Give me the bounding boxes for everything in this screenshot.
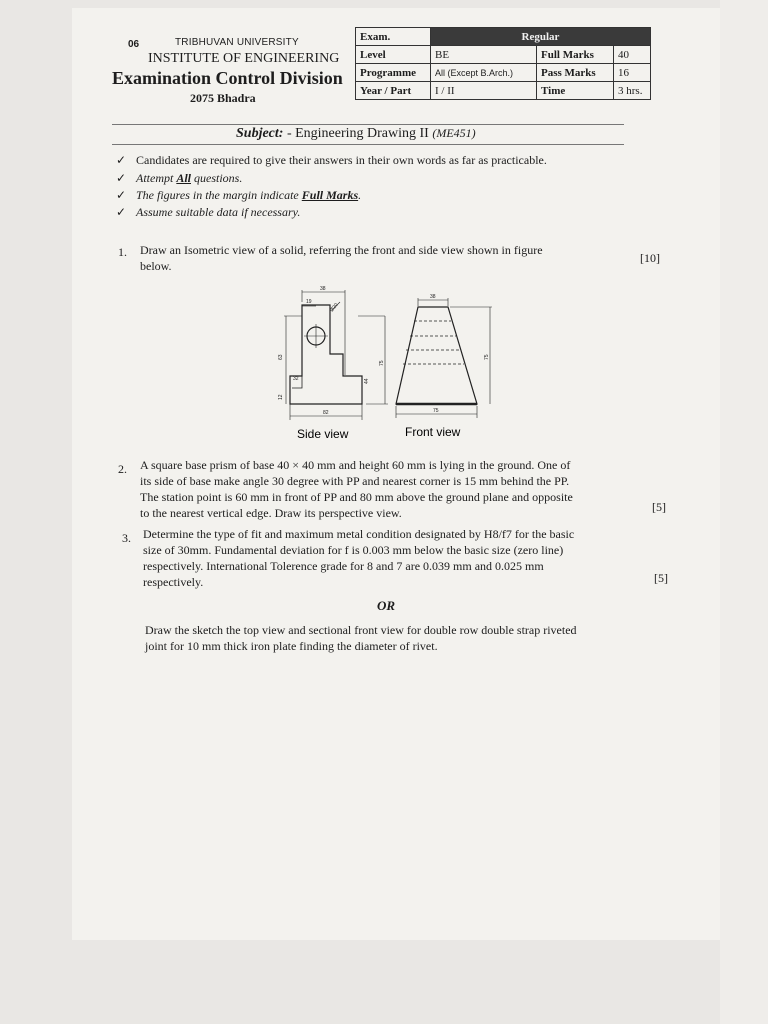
- check-icon: ✓: [116, 171, 127, 185]
- dim-label: 82: [323, 410, 329, 416]
- instruction-text: questions.: [191, 171, 243, 185]
- instruction-item: [116, 171, 242, 186]
- paper-edge: [720, 0, 768, 1024]
- instruction-text: Candidates are required to give their answers in their own words as far as practicable.: [136, 153, 547, 167]
- question-3-number: 3.: [122, 531, 131, 545]
- instruction-emphasis: Full Marks: [301, 188, 359, 202]
- exam-label: Exam.: [356, 28, 431, 46]
- dim-label: 75: [484, 354, 490, 360]
- instruction-text: The figures in the margin indicate: [136, 188, 302, 202]
- question-2-marks: [5]: [652, 500, 666, 514]
- dim-label: 12: [278, 394, 284, 400]
- time-value: 3 hrs.: [614, 82, 651, 100]
- side-view-caption: Side view: [297, 427, 349, 441]
- side-view-outline: [290, 305, 362, 404]
- subject-line: [236, 126, 476, 142]
- division-name: Examination Control Division: [112, 68, 343, 88]
- question-1-marks: [10]: [640, 251, 660, 265]
- subject-rule-bottom: [112, 144, 624, 145]
- question-line: below.: [140, 259, 172, 273]
- subject-rule-top: [112, 124, 624, 125]
- dim-label: 75: [433, 408, 439, 414]
- instruction-item: [116, 205, 300, 220]
- level-value: BE: [431, 46, 537, 64]
- exam-value: Regular: [431, 28, 651, 46]
- question-line: The station point is 60 mm in front of PP and 80 mm above the ground plane and opposite: [140, 490, 573, 504]
- question-line: size of 30mm. Fundamental deviation for f is 0.003 mm below the basic size (zero line): [143, 543, 564, 557]
- dim-label: 32: [293, 376, 299, 382]
- dim-label: 19: [306, 299, 312, 305]
- instruction-text: Assume suitable data if necessary.: [136, 205, 301, 219]
- question-line: A square base prism of base 40 × 40 mm and height 60 mm is lying in the ground. One of: [140, 458, 571, 472]
- check-icon: ✓: [116, 188, 127, 202]
- question-line: respectively. International Tolerence grade for 8 and 7 are 0.039 mm and 0.025 mm: [143, 559, 544, 573]
- question-line: its side of base make angle 30 degree with PP and nearest corner is 15 mm behind the PP.: [140, 474, 570, 488]
- instruction-item: [116, 188, 361, 203]
- question-line: Draw the sketch the top view and sectional front view for double row double strap riveted: [145, 623, 577, 637]
- pass-marks-label: Pass Marks: [537, 64, 614, 82]
- instruction-text: Attempt: [136, 171, 177, 185]
- time-label: Time: [537, 82, 614, 100]
- or-separator: OR: [377, 598, 396, 613]
- level-label: Level: [356, 46, 431, 64]
- question-line: Determine the type of fit and maximum metal condition designated by H8/f7 for the basic: [143, 527, 575, 541]
- university-name: TRIBHUVAN UNIVERSITY: [175, 37, 299, 48]
- full-marks-value: 40: [614, 46, 651, 64]
- pass-marks-value: 16: [614, 64, 651, 82]
- paper-code: 06: [128, 39, 140, 50]
- question-line: to the nearest vertical edge. Draw its perspective view.: [140, 506, 402, 520]
- institute-name: INSTITUTE OF ENGINEERING: [148, 51, 340, 66]
- front-view-trapezium: [396, 307, 477, 404]
- check-icon: ✓: [116, 153, 127, 167]
- dim-label: 75: [379, 360, 385, 366]
- front-view-dimensions: [430, 294, 490, 414]
- question-line: Draw an Isometric view of a solid, referring the front and side view shown in figure: [140, 243, 543, 257]
- subject-label: Subject:: [236, 126, 284, 141]
- instruction-emphasis: All: [176, 171, 191, 185]
- dim-label: 38: [430, 294, 436, 300]
- exam-session: 2075 Bhadra: [190, 91, 256, 105]
- question-1-number: 1.: [118, 245, 127, 259]
- year-part-value: I / II: [431, 82, 537, 100]
- programme-value: All (Except B.Arch.): [431, 64, 537, 82]
- subject-code: (ME451): [432, 126, 476, 140]
- question-2-text: [140, 457, 640, 521]
- side-view-dimensions: [278, 286, 385, 416]
- dim-label: Ø20: [328, 302, 340, 314]
- instruction-text: .: [358, 188, 362, 202]
- dim-label: 38: [320, 286, 326, 292]
- dim-label: 44: [364, 378, 370, 384]
- programme-label: Programme: [356, 64, 431, 82]
- year-part-label: Year / Part: [356, 82, 431, 100]
- front-view-drawing: [396, 298, 492, 418]
- question-3-text: [143, 526, 643, 590]
- exam-info-table: [355, 27, 651, 100]
- engineering-drawing-figure: [270, 280, 500, 445]
- question-line: joint for 10 mm thick iron plate finding the diameter of rivet.: [145, 639, 438, 653]
- question-1-text: [140, 242, 630, 274]
- instruction-item: [116, 153, 547, 168]
- question-3-alternative-text: [145, 622, 645, 654]
- question-line: respectively.: [143, 575, 204, 589]
- subject-name: - Engineering Drawing II: [286, 126, 429, 141]
- front-view-caption: Front view: [405, 425, 461, 439]
- full-marks-label: Full Marks: [537, 46, 614, 64]
- check-icon: ✓: [116, 205, 127, 219]
- question-2-number: 2.: [118, 462, 127, 476]
- dim-label: 63: [278, 354, 284, 360]
- question-3-marks: [5]: [654, 571, 668, 585]
